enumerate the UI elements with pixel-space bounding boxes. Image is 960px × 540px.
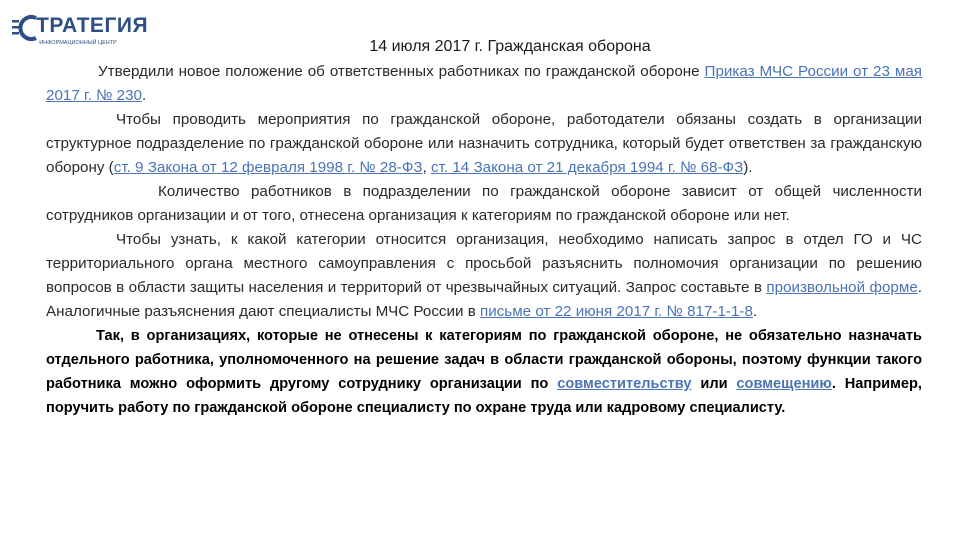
link-law-28fz[interactable]: ст. 9 Закона от 12 февраля 1998 г. № 28-ФЗ (113, 159, 423, 176)
paragraph-text: ). (743, 159, 753, 176)
paragraph-2 (46, 108, 922, 180)
paragraph-text: Чтобы проводить мероприятия по гражданской обороне, работодатели обязаны создать в организации структурное подразделение по гражданской обороне или назначить сотрудника, который будет ответствен за гражданскую оборону ( (46, 111, 922, 176)
link-part-time[interactable]: совместительству (557, 376, 692, 392)
paragraph-4 (46, 228, 922, 324)
link-letter-mchs[interactable]: письме от 22 июня 2017 г. № 817-1-1-8 (480, 303, 753, 320)
paragraph-text: Чтобы узнать, к какой категории относится организация, необходимо написать запрос в отдел ГО и ЧС территориального органа местного самоуправления с просьбой разъяснить полномочия организации по решению вопросов в области защиты населения и территорий от чрезвычайных ситуаций. Запрос составьте в (46, 231, 922, 296)
paragraph-text: , (422, 159, 432, 176)
logo-name: ТРАТЕГИЯ (36, 14, 149, 37)
paragraph-text: Количество работников в подразделении по гражданской обороне зависит от общей численности сотрудников организации и от того, отнесена организация к категориям по гражданской обороне или нет. (46, 183, 922, 224)
link-free-form[interactable]: произвольной форме (766, 279, 918, 296)
paragraph-3 (46, 180, 922, 228)
paragraph-text: Так, в организациях, которые не отнесены к категориям по гражданской обороне, не обязательно назначать отдельного работника, уполномоченного на решение задач в области гражданской обороны, поэтому функции такого работника можно оформить другому сотруднику организации по (46, 328, 922, 392)
article-body (46, 60, 922, 420)
paragraph-1 (46, 60, 922, 108)
logo-subtitle: ИНФОРМАЦИОННЫЙ ЦЕНТР (39, 40, 117, 46)
paragraph-text: . Аналогичные разъяснения дают специалисты МЧС России в (46, 279, 922, 320)
link-order-mchs[interactable]: Приказ МЧС России от 23 мая 2017 г. № 230 (46, 63, 922, 104)
paragraph-text: . (141, 87, 147, 104)
link-combination[interactable]: совмещению (736, 376, 832, 392)
paragraph-text: или (691, 376, 737, 392)
paragraph-5 (46, 324, 922, 420)
paragraph-text: . Например, поручить работу по гражданской обороне специалисту по охране труда или кадровому специалисту. (46, 376, 922, 416)
paragraph-text: . (752, 303, 758, 320)
link-law-68fz[interactable]: ст. 14 Закона от 21 декабря 1994 г. № 68-ФЗ (431, 159, 744, 176)
page-title: 14 июля 2017 г. Гражданская оборона (369, 38, 651, 55)
paragraph-text: Утвердили новое положение об ответственных работниках по гражданской обороне (98, 63, 705, 80)
